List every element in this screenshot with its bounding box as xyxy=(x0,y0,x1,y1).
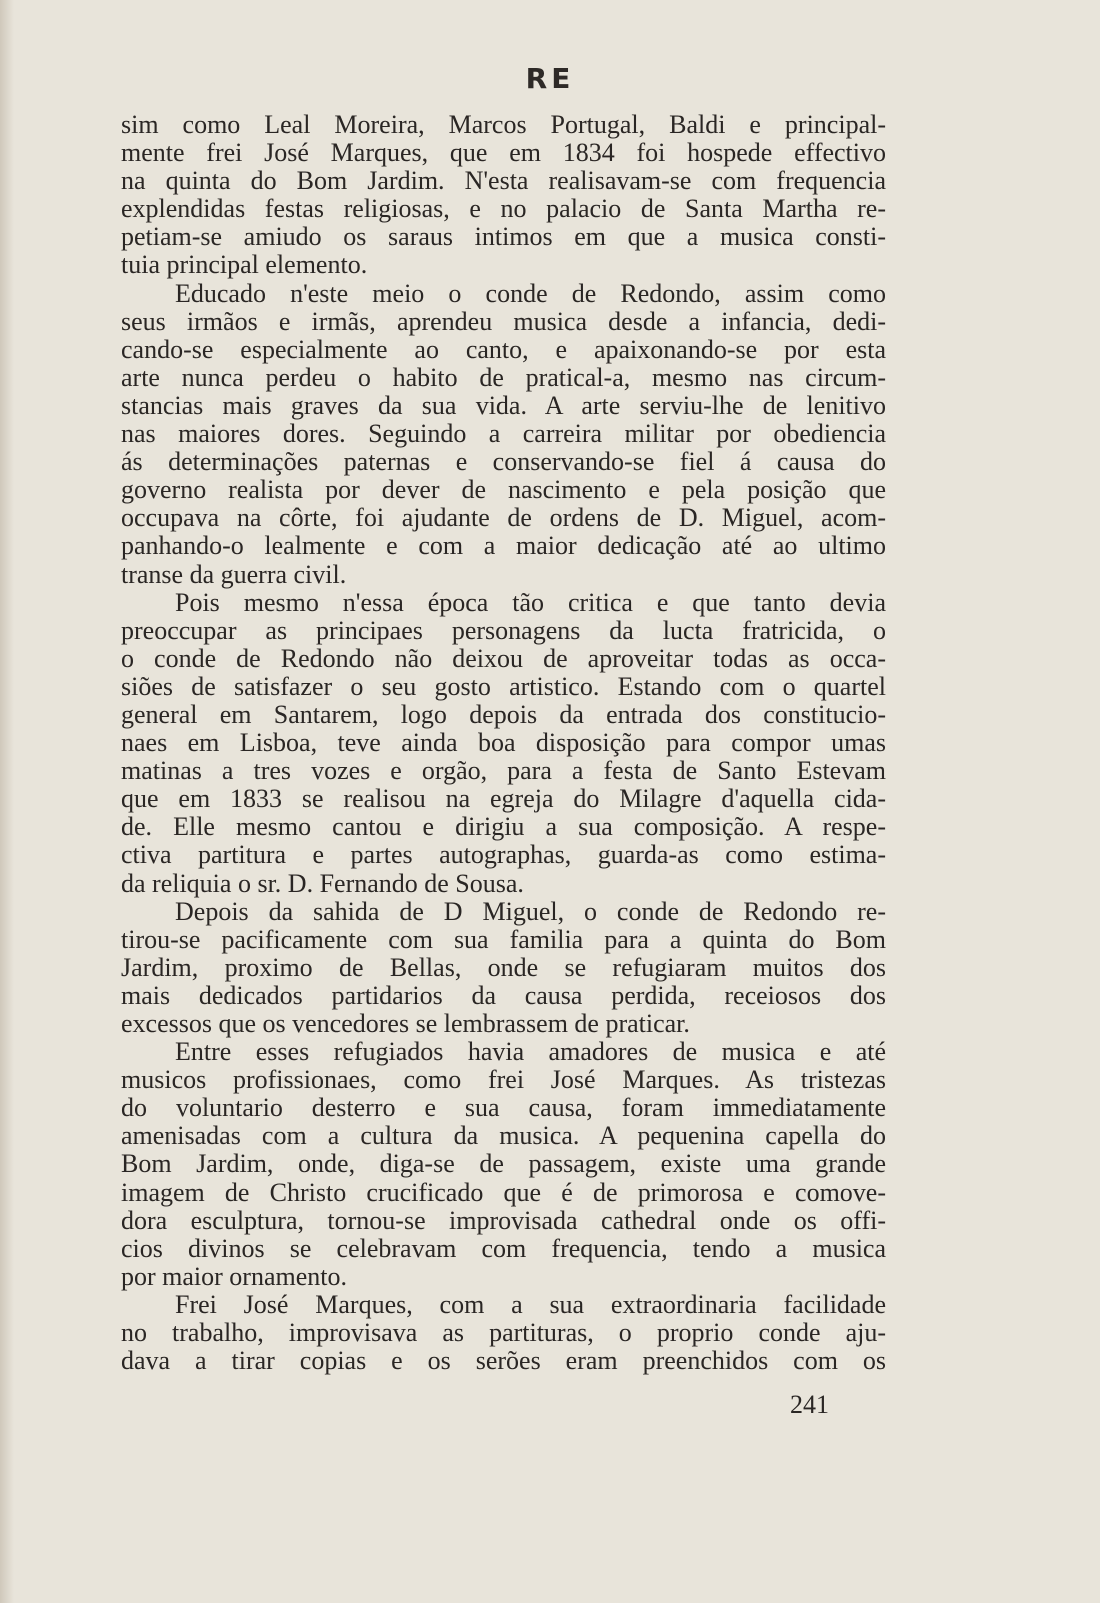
page-number: 241 xyxy=(790,1390,829,1419)
text-line: panhando-o lealmente e com a maior dedicação até ao ultimo xyxy=(121,531,886,561)
text-line: Educado n'este meio o conde de Redondo, assim como xyxy=(175,278,886,308)
text-line: governo realista por dever de nascimento e pela posição que xyxy=(121,475,886,505)
text-line: tirou-se pacificamente com sua familia para a quinta do Bom xyxy=(121,924,886,954)
text-line: ctiva partitura e partes autographas, guarda-as como estima- xyxy=(121,840,886,870)
text-line: imagem de Christo crucificado que é de primorosa e comove- xyxy=(121,1177,886,1207)
text-line: nas maiores dores. Seguindo a carreira militar por obediencia xyxy=(121,419,886,449)
text-line: na quinta do Bom Jardim. N'esta realisavam-se com frequencia xyxy=(121,166,886,196)
text-line: arte nunca perdeu o habito de pratical-a, mesmo nas circum- xyxy=(121,362,886,392)
text-line: da reliquia o sr. D. Fernando de Sousa. xyxy=(121,868,524,898)
text-line: naes em Lisboa, teve ainda boa disposição para compor umas xyxy=(121,728,886,758)
text-line: dora esculptura, tornou-se improvisada cathedral onde os offi- xyxy=(121,1205,886,1235)
running-head: RE xyxy=(525,62,575,95)
text-line: no trabalho, improvisava as partituras, o proprio conde aju- xyxy=(121,1318,886,1348)
text-line: sim como Leal Moreira, Marcos Portugal, Baldi e principal- xyxy=(121,110,886,139)
text-line: mente frei José Marques, que em 1834 foi hospede effectivo xyxy=(121,138,886,168)
text-line: general em Santarem, logo depois da entrada dos constitucio- xyxy=(121,699,886,729)
text-line: matinas a tres vozes e orgão, para a festa de Santo Estevam xyxy=(121,756,886,786)
text-line: mais dedicados partidarios da causa perdida, receiosos dos xyxy=(121,980,886,1010)
text-line: cando-se especialmente ao canto, e apaixonando-se por esta xyxy=(121,334,886,364)
text-line: cios divinos se celebravam com frequencia, tendo a musica xyxy=(121,1233,886,1263)
text-line: transe da guerra civil. xyxy=(121,559,347,589)
text-line: que em 1833 se realisou na egreja do Milagre d'aquella cida- xyxy=(121,784,886,814)
text-line: Jardim, proximo de Bellas, onde se refugiaram muitos dos xyxy=(121,952,886,982)
text-line: siões de satisfazer o seu gosto artistico. Estando com o quartel xyxy=(121,671,886,701)
text-line: Bom Jardim, onde, diga-se de passagem, existe uma grande xyxy=(121,1149,886,1179)
text-line: por maior ornamento. xyxy=(121,1261,347,1291)
text-line: seus irmãos e irmãs, aprendeu musica desde a infancia, dedi- xyxy=(121,306,886,336)
text-line: tuia principal elemento. xyxy=(121,250,368,280)
body-text xyxy=(121,111,886,1375)
text-line: petiam-se amiudo os saraus intimos em que a musica consti- xyxy=(121,222,886,252)
text-line: occupava na côrte, foi ajudante de ordens de D. Miguel, acom- xyxy=(121,503,886,533)
text-line: amenisadas com a cultura da musica. A pequenina capella do xyxy=(121,1121,886,1151)
page-edge-shadow xyxy=(0,0,14,1603)
text-line: preoccupar as principaes personagens da lucta fratricida, o xyxy=(121,615,886,645)
text-line: musicos profissionaes, como frei José Marques. As tristezas xyxy=(121,1065,886,1095)
text-line: excessos que os vencedores se lembrassem de praticar. xyxy=(121,1009,690,1038)
text-line: stancias mais graves da sua vida. A arte serviu-lhe de lenitivo xyxy=(121,390,886,420)
text-line: dava a tirar copias e os serões eram preenchidos com os xyxy=(121,1346,886,1376)
text-line: Depois da sahida de D Miguel, o conde de Redondo re- xyxy=(175,896,886,926)
text-line: explendidas festas religiosas, e no palacio de Santa Martha re- xyxy=(121,194,886,224)
text-line: do voluntario desterro e sua causa, foram immediatamente xyxy=(121,1093,886,1123)
text-line: de. Elle mesmo cantou e dirigiu a sua composição. A respe- xyxy=(121,812,886,842)
text-line: Entre esses refugiados havia amadores de musica e até xyxy=(175,1037,886,1067)
text-line: Frei José Marques, com a sua extraordinaria facilidade xyxy=(175,1289,886,1319)
text-line: o conde de Redondo não deixou de aproveitar todas as occa- xyxy=(121,643,886,673)
text-line: ás determinações paternas e conservando-se fiel á causa do xyxy=(121,447,886,477)
text-line: Pois mesmo n'essa época tão critica e que tanto devia xyxy=(175,587,886,617)
